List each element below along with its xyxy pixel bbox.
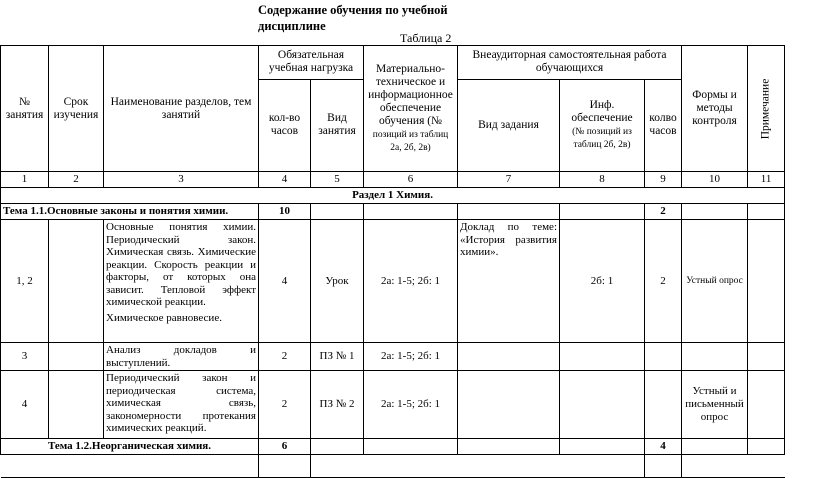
col-number: 9 [645, 172, 682, 188]
empty-cell [748, 371, 785, 439]
lesson-hours: 4 [259, 220, 311, 343]
col-info-header [560, 79, 645, 171]
col-number: 6 [364, 172, 458, 188]
topic-row [1, 439, 785, 455]
empty-cell [458, 204, 560, 220]
lesson-material: 2а: 1-5; 2б: 1 [364, 220, 458, 343]
empty-cell [748, 439, 785, 455]
self-hours [645, 343, 682, 371]
lesson-kind: ПЗ № 1 [311, 343, 364, 371]
topic-self-hours: 2 [645, 204, 682, 220]
col-number: 3 [104, 172, 259, 188]
col-number: 1 [1, 172, 49, 188]
spacer-row [1, 455, 785, 478]
empty-cell [560, 455, 645, 478]
col-self-work-header: Внеаудиторная самостоятельная работа обучающихся [458, 46, 682, 80]
empty-cell [458, 439, 560, 455]
content-line: Периодический закон и периодическая система, химическая связь, закономерности протекания химических реакций. [106, 372, 256, 434]
col-hours-header: кол-во часов [259, 79, 311, 171]
note-header-label: Примечание [759, 78, 772, 139]
col-number: 5 [311, 172, 364, 188]
lesson-content [104, 220, 259, 343]
content-line: Анализ докладов и выступлений. [106, 344, 256, 369]
table-row [1, 371, 785, 439]
lesson-material: 2а: 1-5; 2б: 1 [364, 371, 458, 439]
table-row [1, 343, 785, 371]
topic-hours: 6 [259, 439, 311, 455]
lesson-kind: Урок [311, 220, 364, 343]
empty-cell [311, 455, 364, 478]
empty-cell [364, 439, 458, 455]
col-number: 10 [682, 172, 748, 188]
self-task [458, 343, 560, 371]
self-info: 2б: 1 [560, 220, 645, 343]
column-number-row [1, 172, 785, 188]
self-hours: 2 [645, 220, 682, 343]
lesson-kind: ПЗ № 2 [311, 371, 364, 439]
empty-cell [311, 204, 364, 220]
lesson-content [104, 343, 259, 371]
col-term-header: Срок изучения [49, 46, 104, 172]
col-number: 8 [560, 172, 645, 188]
col-material-header [364, 46, 458, 172]
col-num-header: № занятия [1, 46, 49, 172]
control-form: Устный и письменный опрос [682, 371, 748, 439]
topic-title: Тема 1.1.Основные законы и понятия химии. [1, 204, 259, 220]
empty-cell [748, 455, 785, 478]
empty-cell [311, 439, 364, 455]
col-load-header: Обязательная учебная нагрузка [259, 46, 364, 80]
col-forms-header: Формы и методы контроля [682, 46, 748, 172]
col-number: 7 [458, 172, 560, 188]
header-row-1 [1, 46, 785, 80]
self-task [458, 371, 560, 439]
section-row [1, 188, 785, 204]
empty-cell [364, 204, 458, 220]
document-title: Содержание обучения по учебной дисциплине [258, 3, 448, 33]
topic-self-hours: 4 [645, 439, 682, 455]
empty-cell [1, 455, 49, 478]
empty-cell [364, 455, 458, 478]
empty-cell [49, 371, 104, 439]
empty-cell [682, 204, 748, 220]
topic-hours: 10 [259, 204, 311, 220]
empty-cell [748, 204, 785, 220]
lesson-hours: 2 [259, 371, 311, 439]
col-task-header: Вид задания [458, 79, 560, 171]
empty-cell [104, 455, 259, 478]
lesson-number: 1, 2 [1, 220, 49, 343]
empty-cell [645, 455, 682, 478]
info-header-small: (№ позиций из таблиц 2б, 2в) [572, 127, 632, 151]
col-topic-header: Наименование разделов, тем занятий [104, 46, 259, 172]
empty-cell [560, 439, 645, 455]
topic-row [1, 204, 785, 220]
control-form [682, 343, 748, 371]
content-line: Основные понятия химии. Периодический закон. Химическая связь. Химические реакции. Скорость реакции и факторы, от которых она зависит. Тепловой эффект химической реакции. [106, 221, 256, 308]
empty-cell [560, 204, 645, 220]
lesson-material: 2а: 1-5; 2б: 1 [364, 343, 458, 371]
self-task: Доклад по теме: «История развития химии». [458, 220, 560, 343]
control-form: Устный опрос [682, 220, 748, 343]
table-row [1, 220, 785, 343]
col-count-hours-header: колво часов [645, 79, 682, 171]
empty-cell [49, 343, 104, 371]
topic-title: Тема 1.2.Неорганическая химия. [1, 439, 259, 455]
section-title: Раздел 1 Химия. [1, 188, 785, 204]
empty-cell [458, 455, 560, 478]
lesson-number: 3 [1, 343, 49, 371]
col-number: 11 [748, 172, 785, 188]
lesson-hours: 2 [259, 343, 311, 371]
self-info [560, 371, 645, 439]
material-header-small: позиций из таблиц 2а, 2б, 2в) [372, 130, 449, 153]
col-kind-header: Вид занятия [311, 79, 364, 171]
lesson-number: 4 [1, 371, 49, 439]
material-header-main: Материально-техническое и информационное обеспечение обучения (№ [368, 63, 453, 127]
empty-cell [748, 343, 785, 371]
empty-cell [682, 455, 748, 478]
col-number: 4 [259, 172, 311, 188]
empty-cell [748, 220, 785, 343]
curriculum-table [0, 45, 785, 478]
table-caption: Таблица 2 [400, 31, 452, 45]
empty-cell [682, 439, 748, 455]
empty-cell [49, 220, 104, 343]
info-header-main: Инф. обеспечение [571, 99, 633, 125]
col-number: 2 [49, 172, 104, 188]
content-line: Химическое равновесие. [106, 311, 222, 324]
empty-cell [49, 455, 104, 478]
lesson-content [104, 371, 259, 439]
col-note-header [748, 46, 785, 172]
self-info [560, 343, 645, 371]
empty-cell [259, 455, 311, 478]
self-hours [645, 371, 682, 439]
